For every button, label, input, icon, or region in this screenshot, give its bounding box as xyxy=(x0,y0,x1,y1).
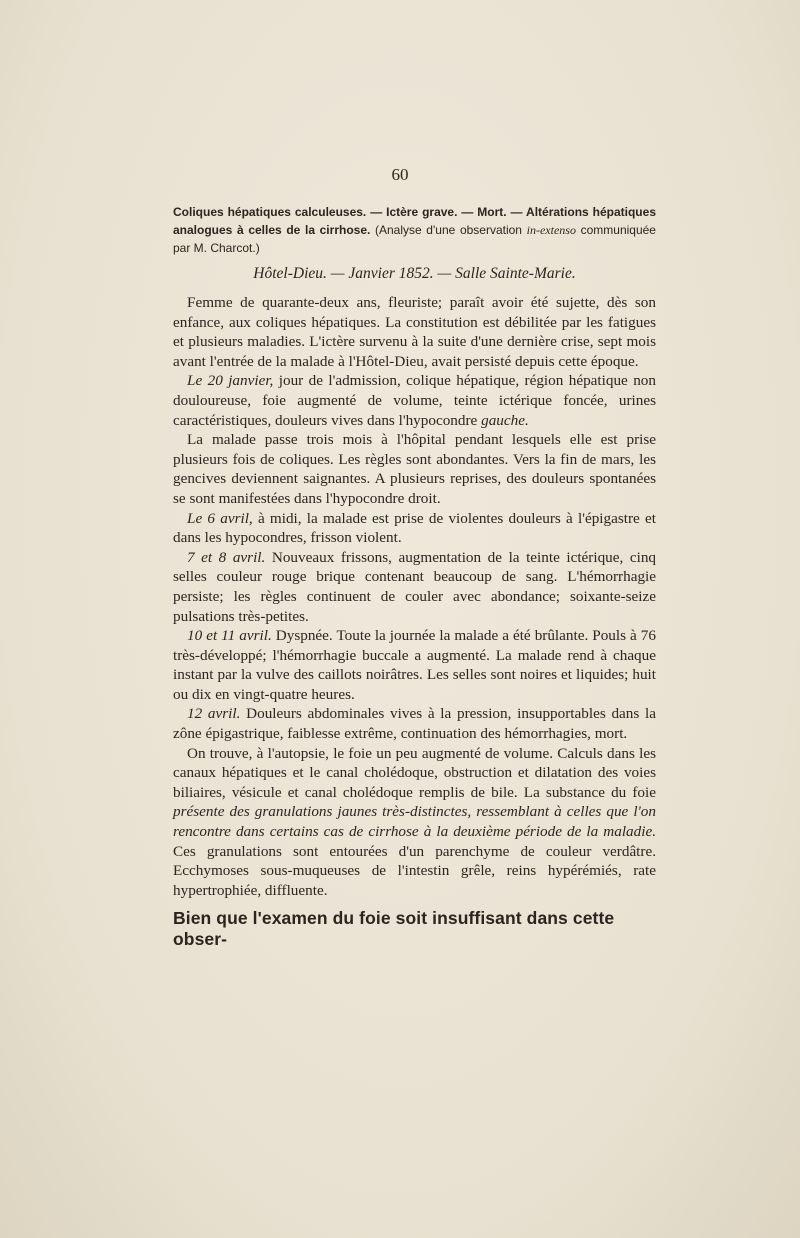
paragraph-7-text: Douleurs abdominales vives à la pression, insupportables dans la zône épigastrique, faiblesse extrême, continuation des hémorrhagies, mort. xyxy=(173,705,656,743)
paragraph-1 xyxy=(173,293,656,371)
closing-line: Bien que l'examen du foie soit insuffisant dans cette obser- xyxy=(173,908,615,950)
paragraph-6-lead: 10 et 11 avril. xyxy=(187,627,272,645)
paragraph-2-tail: gauche. xyxy=(481,411,529,429)
paragraph-6 xyxy=(173,626,656,704)
paragraph-4-text: à midi, la malade est prise de violentes douleurs à l'épigastre et dans les hypocondres, frisson violent. xyxy=(173,509,656,547)
paragraph-8 xyxy=(173,744,656,901)
paragraph-2 xyxy=(173,371,656,430)
paragraph-4-lead: Le 6 avril, xyxy=(187,509,253,527)
heading-bold: Coliques hépatiques calculeuses. — Ictère grave. — Mort. — Altérations hépatiques analogues à celles de la cirrhose. xyxy=(173,205,656,237)
heading-normal-1: (Analyse d'une observation xyxy=(370,223,527,237)
hospital-meta-line: Hôtel-Dieu. — Janvier 1852. — Salle Sainte-Marie. xyxy=(253,265,576,282)
paragraph-8-text-after: Ces granulations sont entourées d'un parenchyme de couleur verdâtre. Ecchymoses sous-muqueuses de l'intestin grêle, reins hypérémiés, rate hypertrophiée, diffluente. xyxy=(173,842,656,899)
paragraph-2-lead: Le 20 janvier, xyxy=(187,372,274,390)
paragraph-1-text: Femme de quarante-deux ans, fleuriste; paraît avoir été sujette, dès son enfance, aux coliques hépatiques. La constitution est débilitée par les fatigues et plusieurs maladies. L'ictère survenu à la suite d'une dernière crise, sept mois avant l'entrée de la malade à l'Hôtel-Dieu, avait persisté depuis cette époque. xyxy=(173,294,656,370)
paragraph-6-text: Dyspnée. Toute la journée la malade a été brûlante. Pouls à 76 très-développé; l'hémorrhagie buccale a augmenté. La malade rend à chaque instant par la vulve des caillots noirâtres. Les selles sont noires et liquides; huit ou dix en vingt-quatre heures. xyxy=(173,627,656,703)
paragraph-7 xyxy=(173,704,656,743)
paragraph-4 xyxy=(173,509,656,548)
page-number: 60 xyxy=(391,165,409,184)
paragraph-3-text: La malade passe trois mois à l'hôpital pendant lesquels elle est prise plusieurs fois de coliques. Les règles sont abondantes. Vers la fin de mars, les gencives deviennent saignantes. A plusieurs reprises, des douleurs spontanées se sont manifestées dans l'hypocondre droit. xyxy=(173,431,656,507)
observation-heading xyxy=(173,203,656,257)
heading-italic: in-extenso xyxy=(526,223,576,237)
paragraph-5-text: Nouveaux frissons, augmentation de la teinte ictérique, cinq selles couleur rouge brique contenant beaucoup de sang. L'hémorrhagie persiste; les règles continuent de couler avec abondance; soixante-seize pulsations très-petites. xyxy=(173,548,657,625)
paragraph-5-lead: 7 et 8 avril. xyxy=(187,548,266,566)
paragraph-3 xyxy=(173,430,656,508)
paragraph-5 xyxy=(173,548,656,626)
paragraph-8-text: On trouve, à l'autopsie, le foie un peu augmenté de volume. Calculs dans les canaux hépatiques et le canal cholédoque, obstruction et dilatation des voies biliaires, vésicule et canal cholédoque remplis de bile. La substance du foie xyxy=(173,744,656,801)
paragraph-8-italic: présente des granulations jaunes très-distinctes, ressemblant à celles que l'on rencontre dans certains cas de cirrhose à la deuxième période de la maladie. xyxy=(173,803,656,841)
heading-normal-2: communiquée par M. Charcot.) xyxy=(173,223,656,255)
paragraph-7-lead: 12 avril. xyxy=(187,705,241,723)
text-block xyxy=(173,203,656,950)
paragraph-2-text: jour de l'admission, colique hépatique, région hépatique non douloureuse, foie augmenté de volume, teinte ictérique foncée, urines caractéristiques, douleurs vives dans l'hypocondre xyxy=(173,372,656,429)
